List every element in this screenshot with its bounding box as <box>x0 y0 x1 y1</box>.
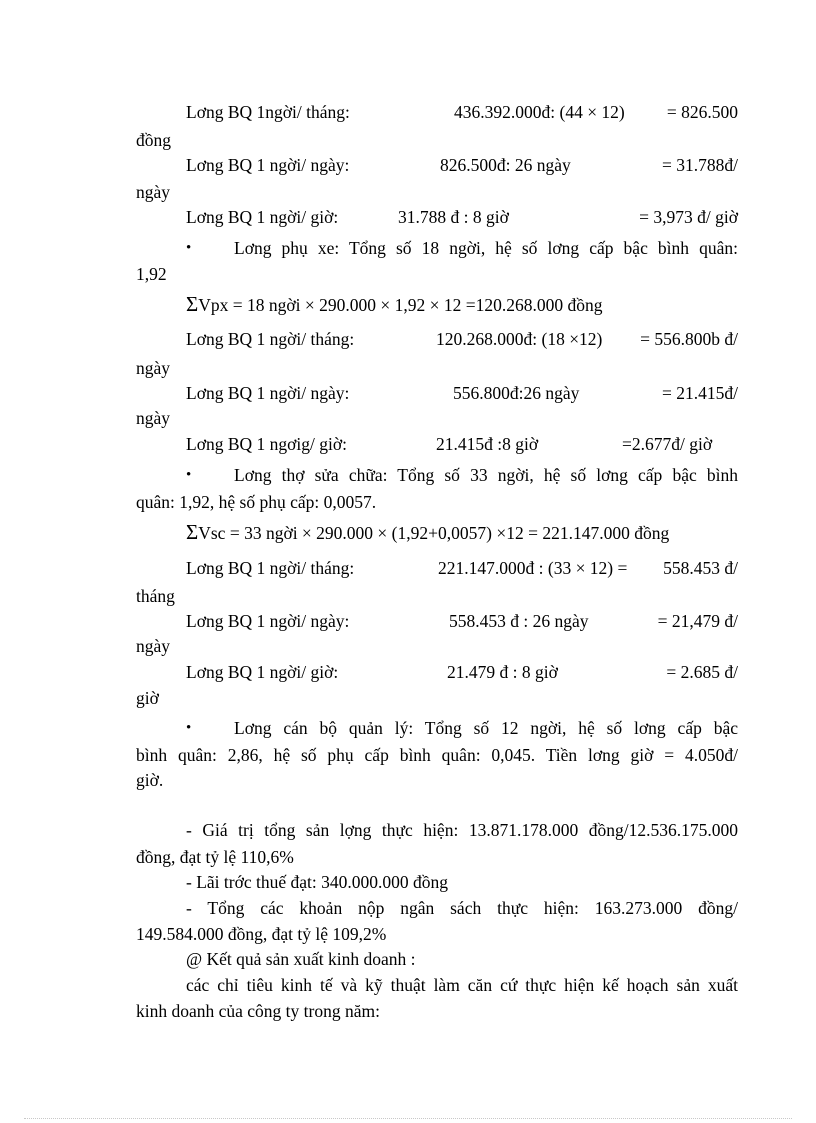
row-result: = 21,479 đ/ <box>657 611 738 631</box>
row-result: = 21.415đ/ <box>662 383 738 403</box>
row-label: Lơng BQ 1 ngời/ ngày: <box>186 155 350 175</box>
row-result: = 826.500 <box>666 102 738 122</box>
bullet-icon: • <box>186 720 192 736</box>
bullet-text: Lơng cán bộ quản lý: Tổng số 12 ngời, hệ số lơng cấp bậc <box>234 718 738 738</box>
summary-paragraph: - Lãi trớc thuế đạt: 340.000.000 đồng <box>186 872 448 892</box>
row-label: Lơng BQ 1 ngời/ tháng: <box>186 558 355 578</box>
continuation-line: 149.584.000 đồng, đạt tỷ lệ 109,2% <box>136 924 387 944</box>
continuation-line: đồng, đạt tỷ lệ 110,6% <box>136 847 294 867</box>
summary-paragraph: - Giá trị tổng sản lợng thực hiện: 13.871.178.000 đồng/12.536.175.000 <box>186 820 738 840</box>
bullet-paragraph <box>186 236 738 260</box>
continuation-line: bình quân: 2,86, hệ số phụ cấp bình quân: 0,045. Tiền lơng giờ = 4.050đ/ <box>136 745 738 765</box>
row-calc: 31.788 đ : 8 giờ <box>398 207 509 227</box>
continuation-line: ngày <box>136 358 171 378</box>
continuation-line: giờ. <box>136 770 164 790</box>
continuation-line: tháng <box>136 586 175 606</box>
sigma-icon: Σ <box>186 292 199 316</box>
continuation-line: ngày <box>136 408 171 428</box>
row-label: Lơng BQ 1 ngơig/ giờ: <box>186 434 347 454</box>
summary-paragraph: các chỉ tiêu kinh tế và kỹ thuật làm căn cứ thực hiện kế hoạch sản xuất <box>186 975 738 995</box>
continuation-line: kinh doanh của công ty trong năm: <box>136 1001 380 1021</box>
bullet-text: Lơng thợ sửa chữa: Tổng số 33 ngời, hệ số lơng cấp bậc bình <box>234 465 738 485</box>
section-heading: @ Kết quả sản xuất kinh doanh : <box>186 949 416 969</box>
bullet-text: Lơng phụ xe: Tổng số 18 ngời, hệ số lơng cấp bậc bình quân: <box>234 238 738 258</box>
continuation-line: ngày <box>136 182 171 202</box>
row-label: Lơng BQ 1 ngời/ tháng: <box>186 329 355 349</box>
row-calc: 558.453 đ : 26 ngày <box>449 611 589 631</box>
row-result: =2.677đ/ giờ <box>622 434 713 454</box>
row-result: = 31.788đ/ <box>662 155 738 175</box>
bullet-paragraph <box>186 716 738 740</box>
row-calc: 436.392.000đ: (44 × 12) <box>454 102 625 122</box>
row-calc: 21.415đ :8 giờ <box>436 434 539 454</box>
row-result: = 556.800b đ/ <box>640 329 738 349</box>
continuation-line: ngày <box>136 636 171 656</box>
bullet-paragraph <box>186 463 738 487</box>
row-calc: 120.268.000đ: (18 ×12) <box>436 329 603 349</box>
formula-text: Vsc = 33 ngời × 290.000 × (1,92+0,0057) ×12 = 221.147.000 đồng <box>198 523 670 543</box>
row-label: Lơng BQ 1 ngời/ giờ: <box>186 662 339 682</box>
formula-line <box>186 520 738 545</box>
row-calc: 556.800đ:26 ngày <box>453 383 580 403</box>
continuation-line: giờ <box>136 688 159 708</box>
row-calc: 21.479 đ : 8 giờ <box>447 662 558 682</box>
row-result: 558.453 đ/ <box>663 558 738 578</box>
sigma-icon: Σ <box>186 520 199 544</box>
page-bottom-divider <box>24 1118 792 1119</box>
row-calc: 826.500đ: 26 ngày <box>440 155 571 175</box>
row-result: = 3,973 đ/ giờ <box>639 207 738 227</box>
row-label: Lơng BQ 1 ngời/ ngày: <box>186 383 350 403</box>
row-result: = 2.685 đ/ <box>666 662 738 682</box>
continuation-line: 1,92 <box>136 264 167 284</box>
bullet-icon: • <box>186 467 192 483</box>
summary-paragraph: - Tổng các khoản nộp ngân sách thực hiện: 163.273.000 đồng/ <box>186 898 738 918</box>
row-label: Lơng BQ 1ngời/ tháng: <box>186 102 350 122</box>
row-label: Lơng BQ 1 ngời/ giờ: <box>186 207 339 227</box>
bullet-icon: • <box>186 240 192 256</box>
row-label: Lơng BQ 1 ngời/ ngày: <box>186 611 350 631</box>
formula-text: Vpx = 18 ngời × 290.000 × 1,92 × 12 =120.268.000 đồng <box>198 295 603 315</box>
formula-line <box>186 292 738 317</box>
row-calc: 221.147.000đ : (33 × 12) = <box>438 558 628 578</box>
continuation-line: đồng <box>136 130 171 150</box>
continuation-line: quân: 1,92, hệ số phụ cấp: 0,0057. <box>136 492 377 512</box>
